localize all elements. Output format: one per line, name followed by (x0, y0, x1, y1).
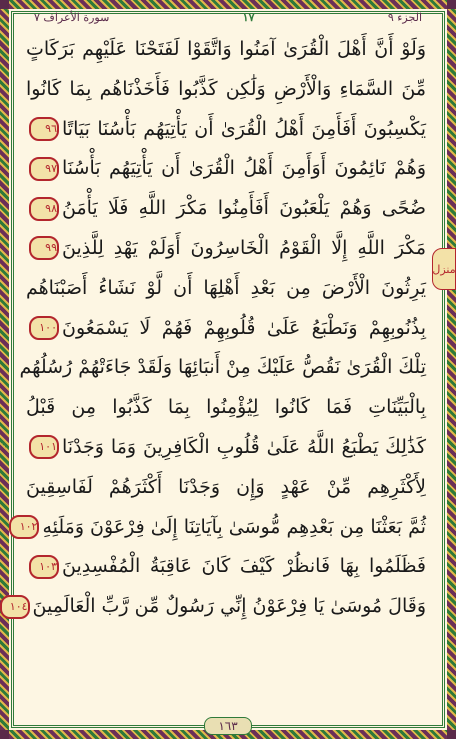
decorative-border-right (447, 9, 456, 730)
verse-text: بِذُنُوبِهِمْ وَنَطْبَعُ عَلَىٰ قُلُوبِهِمْ فَهُمْ لَا يَسْمَعُونَ (62, 316, 426, 339)
page-number: ١٦٣ (204, 717, 252, 735)
verse-line (26, 110, 426, 150)
verse-text: ثُمَّ بَعَثْنَا مِن بَعْدِهِم مُّوسَىٰ بِآيَاتِنَا إِلَىٰ فِرْعَوْنَ وَمَلَئِهِ (42, 515, 426, 538)
quran-text-area (9, 30, 426, 711)
ayah-number-marker: ١٠٣ (29, 555, 59, 579)
verse-line (26, 189, 426, 229)
verse-line (19, 508, 426, 548)
verse-line (26, 269, 426, 309)
verse-line (26, 468, 426, 508)
verse-line (26, 229, 426, 269)
ayah-number-marker: ١٠٤ (0, 595, 30, 619)
verse-text: مَكْرَ اللَّهِ إِلَّا الْقَوْمُ الْخَاسِرُونَ أَوَلَمْ يَهْدِ لِلَّذِينَ (62, 236, 426, 259)
ayah-number-marker: ٩٦ (29, 117, 59, 141)
manzil-marker: منزل (432, 248, 456, 290)
verse-line (26, 149, 426, 189)
verse-line (26, 309, 426, 349)
verse-text: بِالْبَيِّنَاتِ فَمَا كَانُوا لِيُؤْمِنُوا بِمَا كَذَّبُوا مِن قَبْلُ (26, 396, 426, 419)
ayah-number-marker: ١٠٠ (29, 316, 59, 340)
verse-line (26, 388, 426, 428)
verse-line (26, 70, 426, 110)
verse-line (26, 428, 426, 468)
surah-label: سورة الأعراف ٧ (34, 10, 110, 24)
verse-line (9, 587, 426, 627)
verse-text: يَكْسِبُونَ أَفَأَمِنَ أَهْلُ الْقُرَىٰ أَن يَأْتِيَهُم بَأْسُنَا بَيَاتًا (62, 117, 426, 140)
ayah-number-marker: ٩٩ (29, 236, 59, 260)
verse-text: تِلْكَ الْقُرَىٰ نَقُصُّ عَلَيْكَ مِنْ أَنبَائِهَا وَلَقَدْ جَاءَتْهُمْ رُسُلُهُم (19, 356, 426, 379)
verse-line (26, 30, 426, 70)
ayah-number-marker: ١٠٢ (9, 515, 39, 539)
verse-text: مِّنَ السَّمَاءِ وَالْأَرْضِ وَلَٰكِن كَذَّبُوا فَأَخَذْنَاهُم بِمَا كَانُوا (26, 77, 426, 100)
verse-text: ضُحًى وَهُمْ يَلْعَبُونَ أَفَأَمِنُوا مَكْرَ اللَّهِ فَلَا يَأْمَنُ (62, 197, 426, 220)
verse-text: فَظَلَمُوا بِهَا فَانظُرْ كَيْفَ كَانَ عَاقِبَةُ الْمُفْسِدِينَ (62, 555, 426, 578)
verse-text: وَلَوْ أَنَّ أَهْلَ الْقُرَىٰ آمَنُوا وَاتَّقَوْا لَفَتَحْنَا عَلَيْهِم بَرَكَاتٍ (26, 38, 426, 60)
verse-line (26, 547, 426, 587)
verse-line (19, 348, 426, 388)
verse-text: وَهُمْ نَائِمُونَ أَوَأَمِنَ أَهْلُ الْقُرَىٰ أَن يَأْتِيَهُم بَأْسُنَا (62, 157, 426, 180)
verse-text: كَذَٰلِكَ يَطْبَعُ اللَّهُ عَلَىٰ قُلُوبِ الْكَافِرِينَ وَمَا وَجَدْنَا (62, 435, 426, 458)
verse-text: لِأَكْثَرِهِم مِّنْ عَهْدٍ وَإِن وَجَدْنَا أَكْثَرَهُمْ لَفَاسِقِينَ (26, 475, 426, 498)
hizb-number: ١٧ (242, 10, 255, 24)
ayah-number-marker: ١٠١ (29, 435, 59, 459)
ayah-number-marker: ٩٧ (29, 157, 59, 181)
ayah-number-marker: ٩٨ (29, 197, 59, 221)
juz-label: الجزء ٩ (387, 10, 422, 24)
verse-text: يَرِثُونَ الْأَرْضَ مِن بَعْدِ أَهْلِهَا أَن لَّوْ نَشَاءُ أَصَبْنَاهُم (26, 276, 426, 299)
page-header (20, 8, 436, 26)
verse-text: وَقَالَ مُوسَىٰ يَا فِرْعَوْنُ إِنِّي رَسُولٌ مِّن رَّبِّ الْعَالَمِينَ (32, 595, 426, 618)
